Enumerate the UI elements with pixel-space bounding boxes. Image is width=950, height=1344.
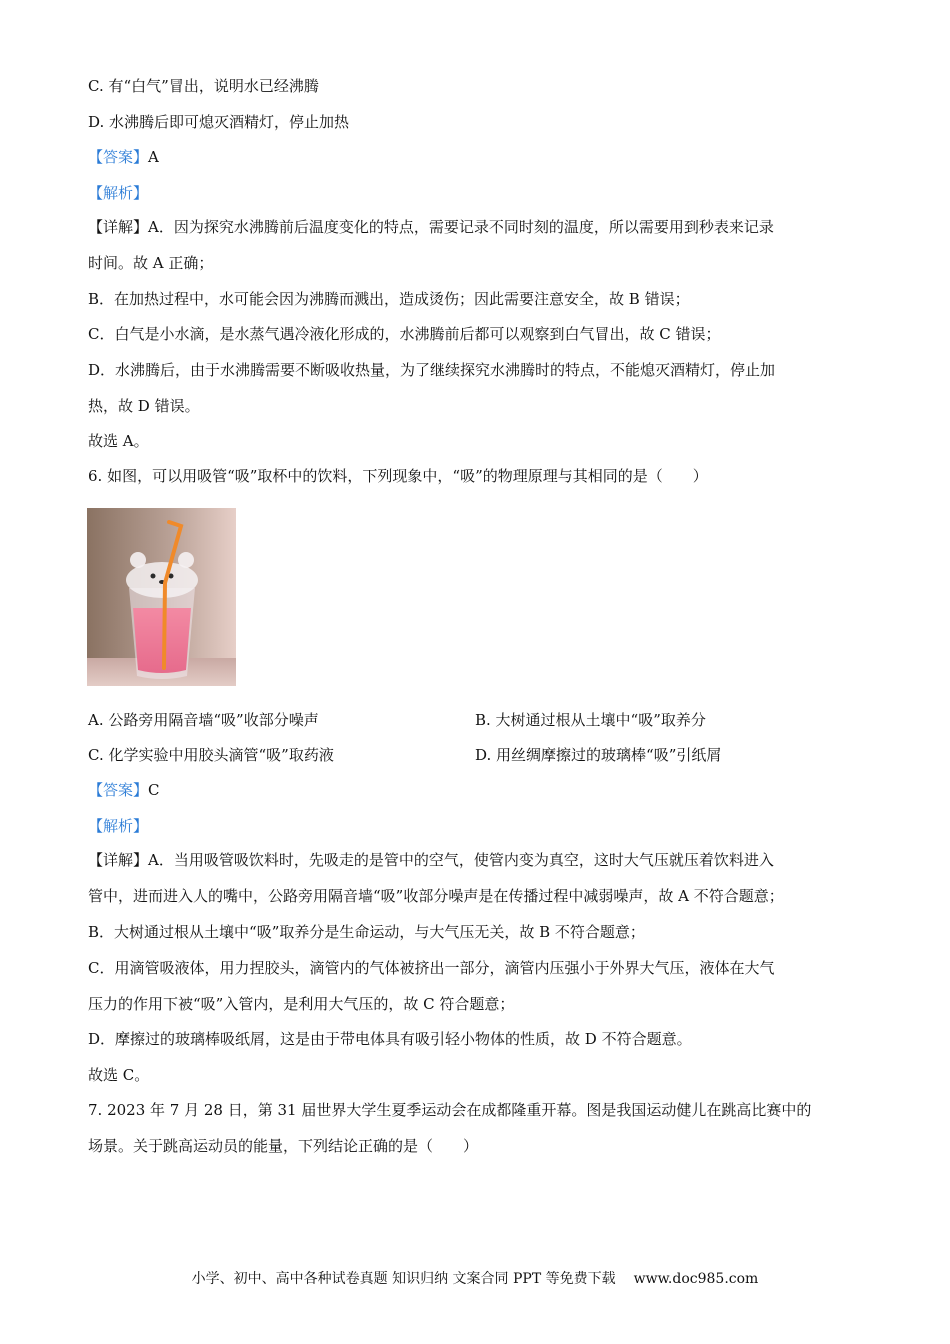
answer-tag: 【答案】 [88, 148, 149, 166]
q6-detail-a-line2: 管中，进而进入人的嘴中，公路旁用隔音墙“吸”收部分噪声是在传播过程中减弱噪声，故 A 不符合题意； [88, 887, 784, 905]
q6-detail-c-line1: C．用滴管吸液体，用力捏胶头，滴管内的气体被挤出一部分，滴管内压强小于外界大气压，液体在大气 [88, 959, 775, 977]
q5-detail-c: C．白气是小水滴，是水蒸气遇冷液化形成的，水沸腾前后都可以观察到白气冒出，故 C 错误； [88, 325, 721, 343]
q6-option-c: C. 化学实验中用胶头滴管“吸”取药液 [88, 746, 334, 764]
q5-option-d: D. 水沸腾后即可熄灭酒精灯，停止加热 [88, 113, 350, 131]
detail-tag: 【详解】 [88, 851, 149, 869]
q6-detail-c-line2: 压力的作用下被“吸”入管内，是利用大气压的，故 C 符合题意； [88, 995, 515, 1013]
q7-question-line1: 7. 2023 年 7 月 28 日，第 31 届世界大学生夏季运动会在成都隆重开幕。图是我国运动健儿在跳高比赛中的 [88, 1101, 812, 1119]
q5-analysis-tag: 【解析】 [88, 184, 149, 202]
q6-detail-a-line1 [88, 849, 774, 871]
detail-a-text: A．当用吸管吸饮料时，先吸走的是管中的空气，使管内变为真空，这时大气压就压着饮料进入 [148, 851, 774, 869]
answer-value: A [148, 148, 159, 166]
drink-cup-photo [87, 508, 236, 686]
page-footer [0, 1269, 950, 1289]
answer-value: C [148, 781, 160, 799]
q5-detail-a-line2: 时间。故 A 正确； [88, 254, 214, 272]
q5-answer [88, 146, 159, 168]
q5-option-c: C. 有“白气”冒出，说明水已经沸腾 [88, 77, 319, 95]
detail-tag: 【详解】 [88, 218, 149, 236]
q7-question-line2: 场景。关于跳高运动员的能量，下列结论正确的是（ ） [88, 1137, 479, 1155]
detail-a-text: A．因为探究水沸腾前后温度变化的特点，需要记录不同时刻的温度，所以需要用到秒表来记录 [148, 218, 774, 236]
q6-detail-b: B．大树通过根从土壤中“吸”取养分是生命运动，与大气压无关，故 B 不符合题意； [88, 923, 645, 941]
q5-conclusion: 故选 A。 [88, 432, 149, 450]
q6-analysis-tag: 【解析】 [88, 817, 149, 835]
q6-conclusion: 故选 C。 [88, 1066, 150, 1084]
q5-detail-d-line1: D．水沸腾后，由于水沸腾需要不断吸收热量，为了继续探究水沸腾时的特点，不能熄灭酒精灯，停止加 [88, 361, 776, 379]
q6-answer [88, 779, 160, 801]
answer-tag: 【答案】 [88, 781, 149, 799]
footer-url[interactable]: www.doc985.com [633, 1271, 759, 1287]
q5-detail-b: B．在加热过程中，水可能会因为沸腾而溅出，造成烫伤；因此需要注意安全，故 B 错误； [88, 290, 690, 308]
q5-detail-a-line1 [88, 216, 774, 238]
q6-question: 6. 如图，可以用吸管“吸”取杯中的饮料，下列现象中，“吸”的物理原理与其相同的是（ ） [88, 467, 708, 485]
q5-detail-d-line2: 热，故 D 错误。 [88, 397, 200, 415]
footer-text: 小学、初中、高中各种试卷真题 知识归纳 文案合同 PPT 等免费下载 [191, 1271, 616, 1287]
q6-option-a: A. 公路旁用隔音墙“吸”收部分噪声 [88, 711, 319, 729]
q6-option-d: D. 用丝绸摩擦过的玻璃棒“吸”引纸屑 [475, 746, 722, 764]
q6-option-b: B. 大树通过根从土壤中“吸”取养分 [475, 711, 706, 729]
q6-detail-d: D．摩擦过的玻璃棒吸纸屑，这是由于带电体具有吸引轻小物体的性质，故 D 不符合题意。 [88, 1030, 692, 1048]
